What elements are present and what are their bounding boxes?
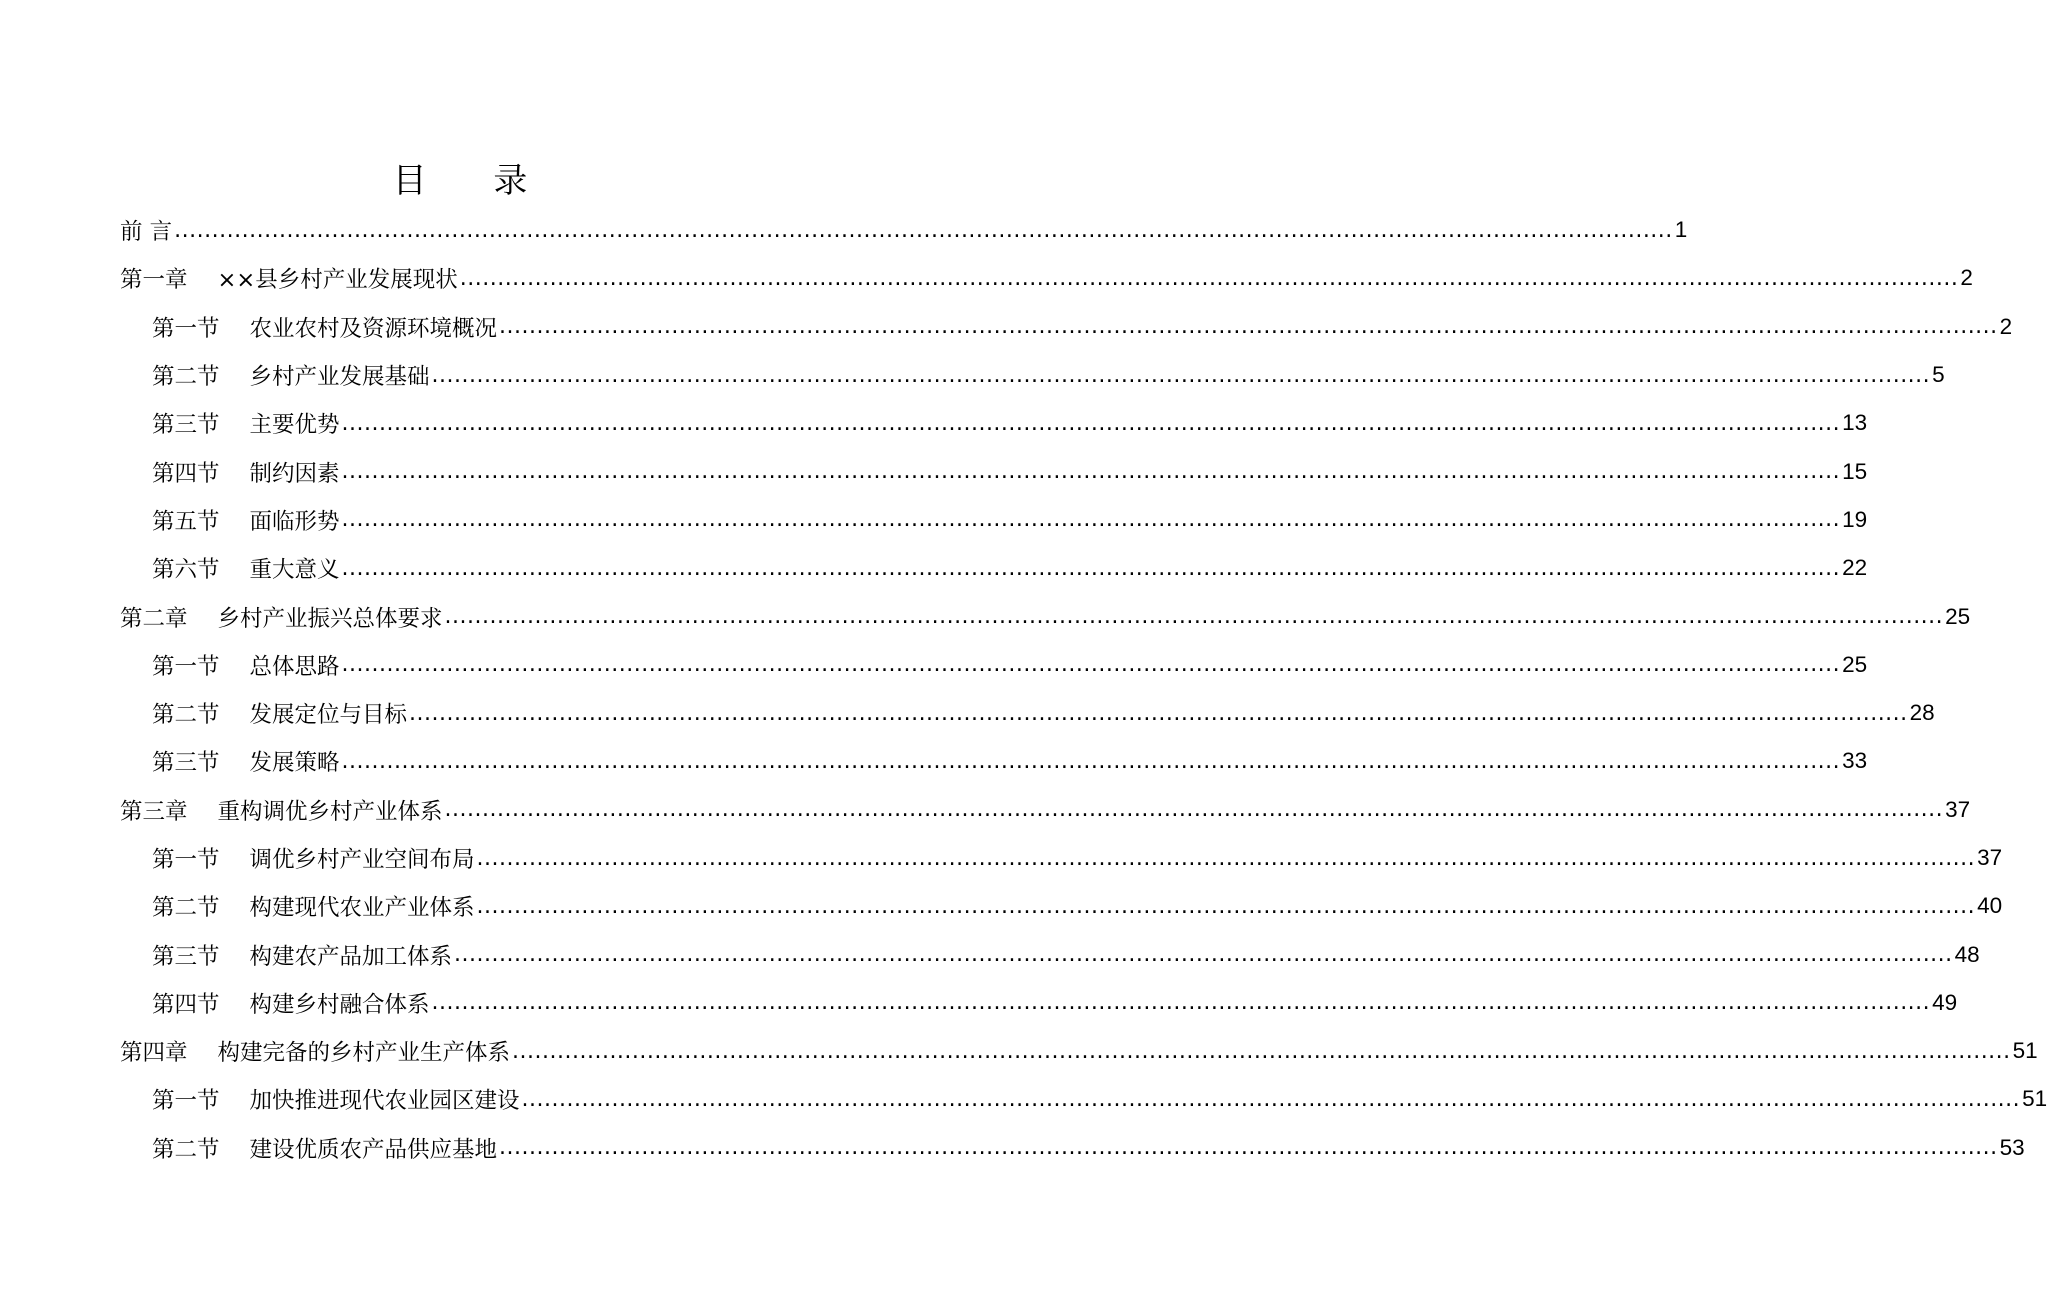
toc-entry-number: 第一章 xyxy=(120,267,188,294)
toc-entry-text: 重构调优乡村产业体系 xyxy=(217,798,443,825)
toc-page-number: 40 xyxy=(1977,893,2003,919)
toc-section-entry[interactable] xyxy=(120,882,2003,930)
toc-chapter-entry[interactable] xyxy=(120,206,1688,254)
toc-entry-number: 第二节 xyxy=(152,702,220,729)
toc-dot-leader: ........................................................................................................................................................................................................ xyxy=(512,1038,2011,1064)
toc-entry-title xyxy=(120,1035,510,1067)
toc-page-number: 1 xyxy=(1674,217,1688,243)
toc-dot-leader: ........................................................................................................................................................................................................ xyxy=(341,410,1841,436)
toc-page-number: 28 xyxy=(1909,700,1935,726)
toc-dot-leader: ........................................................................................................................................................................................................ xyxy=(174,217,1673,243)
toc-section-entry[interactable] xyxy=(120,496,1868,544)
toc-dot-leader: ........................................................................................................................................................................................................ xyxy=(409,700,1908,726)
toc-entry-number: 第一节 xyxy=(152,315,220,342)
toc-page-number: 37 xyxy=(1977,845,2003,870)
toc-page-number: 5 xyxy=(1932,362,1945,388)
toc-entry-number: 第六节 xyxy=(152,557,220,584)
toc-dot-leader: ........................................................................................................................................................................................................ xyxy=(341,555,1841,581)
toc-entry-title xyxy=(152,890,475,922)
toc-entry-title xyxy=(120,214,172,246)
toc-entry-title xyxy=(152,987,430,1019)
toc-entry-title xyxy=(120,794,443,826)
toc-entry-text: 面临形势 xyxy=(249,508,340,535)
toc-section-entry[interactable] xyxy=(120,641,1868,689)
toc-section-entry[interactable] xyxy=(120,399,1868,447)
toc-entry-text: 重大意义 xyxy=(249,557,340,584)
toc-section-entry[interactable] xyxy=(120,930,1980,978)
toc-section-entry[interactable] xyxy=(120,351,1945,399)
toc-chapter-entry[interactable] xyxy=(120,786,1971,834)
toc-entry-number: 第一节 xyxy=(152,1088,220,1115)
toc-page-number: 13 xyxy=(1842,410,1868,436)
toc-page-number: 53 xyxy=(1999,1134,2025,1160)
toc-dot-leader: ........................................................................................................................................................................................................ xyxy=(431,362,1931,388)
toc-page-number: 51 xyxy=(2022,1086,2047,1112)
toc-page-number: 25 xyxy=(1842,651,1868,677)
toc-entry-title xyxy=(152,407,340,439)
toc-section-entry[interactable] xyxy=(120,689,1935,737)
toc-dot-leader: ........................................................................................................................................................................................................ xyxy=(341,507,1841,533)
toc-entry-text: 建设优质农产品供应基地 xyxy=(249,1136,498,1163)
toc-entry-number: 第二节 xyxy=(152,1136,220,1163)
toc-dot-leader: ........................................................................................................................................................................................................ xyxy=(499,314,1998,340)
toc-entry-title xyxy=(152,842,475,874)
toc-entry-number: 第一节 xyxy=(152,653,220,680)
toc-entry-title xyxy=(152,359,430,391)
toc-entry-number: 前 言 xyxy=(120,219,173,246)
toc-dot-leader: ........................................................................................................................................................................................................ xyxy=(444,797,1944,823)
toc-entry-text: 构建农产品加工体系 xyxy=(249,943,453,970)
toc-entry-text: ××县乡村产业发展现状 xyxy=(217,267,458,294)
toc-entry-title xyxy=(152,1132,497,1164)
toc-section-entry[interactable] xyxy=(120,447,1868,495)
toc-section-entry[interactable] xyxy=(120,1124,2025,1172)
toc-page-number: 48 xyxy=(1954,941,1980,967)
toc-dot-leader: ........................................................................................................................................................................................................ xyxy=(476,845,1976,871)
toc-entry-number: 第四节 xyxy=(152,460,220,487)
toc-section-entry[interactable] xyxy=(120,979,1958,1027)
toc-section-entry[interactable] xyxy=(120,737,1868,785)
toc-page-number: 2 xyxy=(1999,313,2013,339)
toc-section-entry[interactable] xyxy=(120,544,1868,592)
toc-entry-number: 第二节 xyxy=(152,364,220,391)
toc-entry-number: 第五节 xyxy=(152,508,220,535)
toc-dot-leader: ........................................................................................................................................................................................................ xyxy=(499,1135,1998,1161)
toc-entry-title xyxy=(152,745,340,777)
toc-entry-title xyxy=(120,601,443,633)
toc-entry-text: 制约因素 xyxy=(249,460,340,487)
toc-entry-title xyxy=(152,311,497,343)
toc-entry-title xyxy=(152,1083,520,1115)
toc-dot-leader: ........................................................................................................................................................................................................ xyxy=(444,604,1944,630)
toc-entry-text: 构建完备的乡村产业生产体系 xyxy=(217,1040,511,1067)
toc-entry-title xyxy=(152,697,407,729)
toc-entry-text: 构建乡村融合体系 xyxy=(249,991,430,1018)
toc-entry-text: 构建现代农业产业体系 xyxy=(249,895,475,922)
toc-page-number: 2 xyxy=(1960,265,1973,291)
toc-dot-leader: ........................................................................................................................................................................................................ xyxy=(521,1086,2021,1112)
toc-entry-title xyxy=(152,504,340,536)
toc-page-number: 22 xyxy=(1842,555,1868,581)
toc-entry-title xyxy=(152,552,340,584)
toc-page-number: 25 xyxy=(1945,603,1971,629)
toc-entry-text: 调优乡村产业空间布局 xyxy=(249,847,475,873)
toc-page-number: 51 xyxy=(2012,1038,2038,1064)
toc-entry-number: 第三章 xyxy=(120,798,188,825)
toc-dot-leader: ........................................................................................................................................................................................................ xyxy=(454,942,1953,968)
toc-dot-leader: ........................................................................................................................................................................................................ xyxy=(341,459,1841,485)
toc-entry-number: 第三节 xyxy=(152,412,220,439)
toc-page-number: 15 xyxy=(1842,458,1868,484)
toc-chapter-entry[interactable] xyxy=(120,1027,2038,1075)
toc-entry-number: 第二节 xyxy=(152,895,220,922)
toc-entry-title xyxy=(152,649,340,681)
toc-entry-title xyxy=(152,456,340,488)
toc-chapter-entry[interactable] xyxy=(120,592,1971,640)
toc-entry-title xyxy=(152,939,452,971)
toc-title: 目 录 xyxy=(392,161,556,201)
toc-page-number: 19 xyxy=(1842,506,1868,532)
toc-page-number: 49 xyxy=(1932,989,1958,1015)
toc-dot-leader: ........................................................................................................................................................................................................ xyxy=(341,652,1841,678)
toc-section-entry[interactable] xyxy=(120,303,2013,351)
toc-dot-leader: ........................................................................................................................................................................................................ xyxy=(459,265,1959,291)
toc-entry-text: 农业农村及资源环境概况 xyxy=(249,315,498,342)
toc-entry-text: 乡村产业发展基础 xyxy=(249,364,430,391)
toc-page-number: 37 xyxy=(1945,796,1971,822)
toc-entry-number: 第三节 xyxy=(152,750,220,777)
toc-entry-number: 第二章 xyxy=(120,605,188,632)
toc-section-entry[interactable] xyxy=(120,1075,2047,1123)
toc-list xyxy=(120,206,2047,1172)
toc-dot-leader: ........................................................................................................................................................................................................ xyxy=(431,990,1931,1016)
toc-entry-text: 发展定位与目标 xyxy=(249,702,408,729)
toc-entry-text: 乡村产业振兴总体要求 xyxy=(217,605,443,632)
toc-chapter-entry[interactable] xyxy=(120,254,1973,302)
toc-dot-leader: ........................................................................................................................................................................................................ xyxy=(476,893,1976,919)
toc-section-entry[interactable] xyxy=(120,834,2003,882)
toc-entry-text: 主要优势 xyxy=(249,412,340,439)
toc-entry-number: 第三节 xyxy=(152,943,220,970)
toc-entry-number: 第一节 xyxy=(152,847,220,873)
toc-entry-number: 第四节 xyxy=(152,991,220,1018)
toc-page-number: 33 xyxy=(1842,748,1868,774)
toc-entry-text: 加快推进现代农业园区建设 xyxy=(249,1088,520,1115)
toc-entry-text: 总体思路 xyxy=(249,653,340,680)
toc-dot-leader: ........................................................................................................................................................................................................ xyxy=(341,748,1841,774)
toc-entry-number: 第四章 xyxy=(120,1040,188,1067)
toc-entry-text: 发展策略 xyxy=(249,750,340,777)
toc-entry-title xyxy=(120,262,458,294)
